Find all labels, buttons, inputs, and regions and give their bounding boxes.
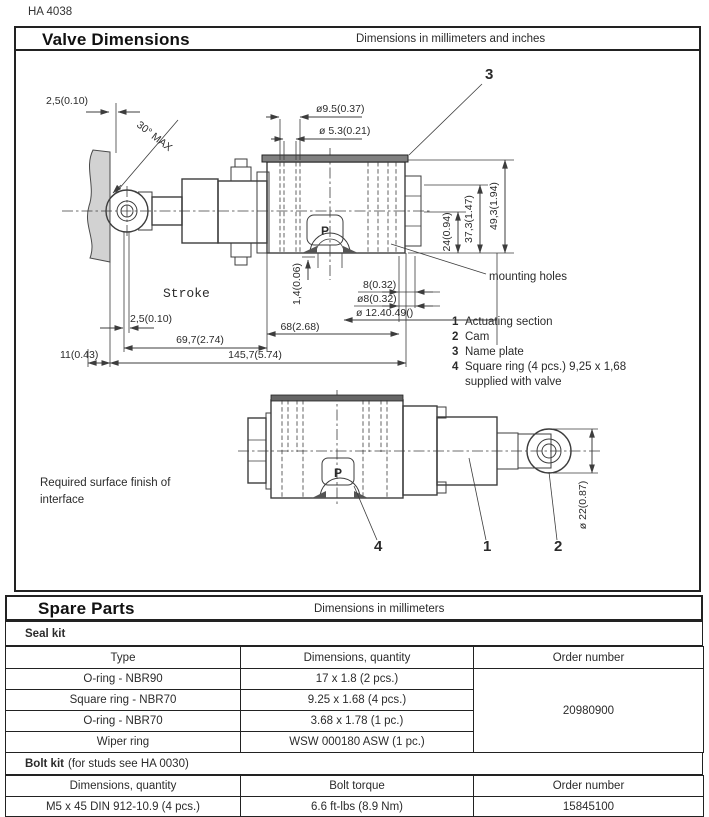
svg-text:ø8(0.32): ø8(0.32)	[357, 293, 397, 305]
dim-height-373	[463, 185, 480, 253]
body-drill-holes-top	[282, 400, 387, 498]
svg-text:30° MAX: 30° MAX	[134, 118, 175, 154]
cell-dimensions: 17 x 1.8 (2 pcs.)	[241, 669, 474, 690]
cell-order-number: 15845100	[474, 797, 704, 817]
dim-hole-d95	[266, 103, 364, 117]
spare-parts-subtitle: Dimensions in millimeters	[314, 603, 445, 615]
dim-hole-d53	[271, 125, 370, 139]
legend-item-3	[452, 345, 682, 360]
actuating-section-outline	[152, 159, 269, 265]
svg-text:ø 5.3(0.21): ø 5.3(0.21)	[319, 125, 371, 137]
legend-text: Name plate	[465, 346, 524, 358]
cell-dimensions: 9.25 x 1.68 (4 pcs.)	[241, 690, 474, 711]
cell-dimensions: M5 x 45 DIN 912-10.9 (4 pcs.)	[6, 797, 241, 817]
surface-finish-note: Required surface finish of interface	[40, 477, 171, 506]
cell-torque: 6.6 ft-lbs (8.9 Nm)	[241, 797, 474, 817]
svg-text:145,7(5.74): 145,7(5.74)	[228, 349, 282, 361]
svg-text:1,4(0.06): 1,4(0.06)	[291, 262, 303, 306]
dim-roller-d22	[553, 429, 598, 529]
legend-text: Actuating section	[465, 316, 553, 328]
bolt-kit-table	[5, 775, 704, 817]
col-header-type: Type	[6, 647, 241, 669]
callout-3: 3	[485, 66, 494, 83]
stroke-label: Stroke	[163, 286, 210, 301]
valve-body	[267, 162, 405, 253]
svg-text:ø9.5(0.37): ø9.5(0.37)	[316, 103, 365, 115]
svg-text:ø 12.40.49(): ø 12.40.49()	[356, 307, 414, 319]
cell-type: Wiper ring	[6, 732, 241, 753]
spare-parts-title: Spare Parts	[38, 599, 135, 618]
col-header-torque: Bolt torque	[241, 776, 474, 797]
valve-dimensions-header-bar	[14, 26, 701, 51]
bottom-notch-2	[312, 478, 368, 498]
col-header-dimensions: Dimensions, quantity	[241, 647, 474, 669]
callout-4: 4	[374, 538, 383, 555]
dim-697	[124, 334, 267, 348]
dim-height-24	[441, 212, 458, 253]
callout-1-leader	[469, 458, 486, 540]
port-letter: P	[320, 224, 330, 238]
port-letter-2: P	[333, 466, 343, 480]
legend-num: 4	[452, 361, 459, 373]
dim-hole-d8	[354, 293, 440, 306]
col-header-order: Order number	[474, 647, 704, 669]
seal-kit-label-row	[5, 621, 703, 646]
svg-text:69,7(2.74): 69,7(2.74)	[176, 334, 224, 346]
svg-text:24(0.94): 24(0.94)	[441, 212, 453, 252]
legend-item-4	[452, 360, 682, 375]
legend-num: 1	[452, 316, 459, 328]
dim-notch-14	[291, 257, 315, 305]
dim-68	[267, 321, 399, 334]
section-subtitle: Dimensions in millimeters and inches	[356, 33, 546, 45]
spare-parts-header-bar	[5, 595, 703, 621]
bolt-kit-label: Bolt kit	[25, 757, 64, 770]
section-title: Valve Dimensions	[42, 30, 190, 49]
col-header-dimensions: Dimensions, quantity	[6, 776, 241, 797]
col-header-order: Order number	[474, 776, 704, 797]
svg-text:ø 22(0.87): ø 22(0.87)	[577, 480, 589, 530]
dim-cam-angle	[112, 119, 178, 197]
callout-2: 2	[554, 538, 563, 555]
legend	[452, 315, 682, 390]
doc-number: HA 4038	[28, 6, 73, 18]
seal-kit-header-row	[6, 647, 704, 669]
cell-dimensions: WSW 000180 ASW (1 pc.)	[241, 732, 474, 753]
legend-item-4-line2: supplied with valve	[465, 376, 562, 388]
legend-text: Square ring (4 pcs.) 9,25 x 1,68	[465, 361, 627, 373]
bolt-kit-header-row	[6, 776, 704, 797]
cell-dimensions: 3.68 x 1.78 (1 pc.)	[241, 711, 474, 732]
legend-num: 2	[452, 331, 459, 343]
cell-type: Square ring - NBR70	[6, 690, 241, 711]
actuating-section-top	[403, 406, 518, 495]
dim-stroke-gap	[100, 313, 172, 328]
svg-text:49,3(1.94): 49,3(1.94)	[488, 182, 500, 230]
mounting-holes-leader	[391, 244, 486, 274]
legend-num: 3	[452, 346, 459, 358]
svg-text:11(0.43): 11(0.43)	[60, 349, 99, 361]
callout-4-leader	[354, 486, 377, 540]
legend-item-1	[452, 315, 682, 330]
svg-text:8(0.32): 8(0.32)	[363, 279, 397, 291]
body-drill-holes	[280, 162, 396, 253]
name-plate-edge	[271, 395, 403, 401]
dim-height-493	[488, 160, 505, 253]
top-view-drawing	[238, 390, 600, 555]
svg-text:68(2.68): 68(2.68)	[280, 321, 320, 333]
callout-3-leader	[409, 84, 482, 155]
legend-text: Cam	[465, 331, 490, 343]
cell-type: O-ring - NBR70	[6, 711, 241, 732]
svg-text:37,3(1.47): 37,3(1.47)	[463, 195, 475, 243]
svg-text:2,5(0.10): 2,5(0.10)	[46, 95, 89, 107]
dim-11	[60, 349, 110, 363]
callout-2-leader	[549, 472, 557, 540]
dim-wall-gap	[46, 95, 140, 112]
callout-1: 1	[483, 538, 492, 555]
mounting-holes-label: mounting holes	[489, 271, 567, 283]
bolt-kit-label-row	[5, 752, 703, 775]
table-row	[6, 797, 704, 817]
svg-text:2,5(0.10): 2,5(0.10)	[130, 313, 173, 325]
cell-order-number: 20980900	[474, 669, 704, 753]
seal-kit-label: Seal kit	[25, 627, 66, 640]
table-row	[6, 669, 704, 690]
seal-kit-table	[5, 646, 704, 753]
dim-1457	[110, 349, 406, 363]
legend-item-2	[452, 330, 682, 345]
cell-type: O-ring - NBR90	[6, 669, 241, 690]
bolt-kit-note: (for studs see HA 0030)	[67, 757, 189, 770]
